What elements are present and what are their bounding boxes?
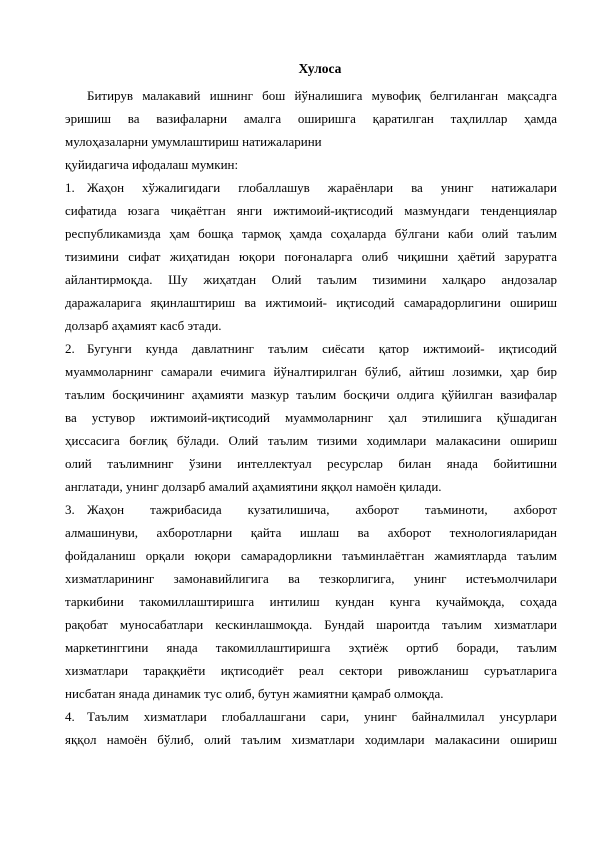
intro-paragraph <box>65 84 557 176</box>
conclusion-item <box>65 498 557 705</box>
line-text: сифатида юзага чиқаётган янги ижтимоий-иқтисодий мазмундаги тенденциялар <box>65 203 557 218</box>
line-text: рақобат муносабатлари кескинлашмоқда. Бундай шароитда таълим хизматлари <box>65 617 557 632</box>
line-text: тизимини сифат жиҳатидан юқори поғоналарга олиб чиқишни ҳаётий заруратга <box>65 249 557 264</box>
conclusion-item <box>65 337 557 498</box>
line-text: муаммоларнинг самарали ечимига йўналтирилган бўлиб, айтиш лозимки, ҳар бир <box>65 364 557 379</box>
intro-line: Битирув малакавий ишнинг бош йўналишига мувофиқ белгиланган мақсадга <box>87 88 557 103</box>
conclusion-line <box>65 475 557 498</box>
line-text: яққол намоён бўлиб, олий таълим хизматлари ходимлари малакасини ошириш <box>65 732 557 747</box>
item-number: 3. <box>65 502 75 517</box>
item-number: 4. <box>65 709 75 724</box>
conclusion-line <box>65 659 557 682</box>
line-text: айлантирмоқда. Шу жиҳатдан Олий таълим тизимини халқаро андозалар <box>65 272 557 287</box>
line-text: Бугунги кунда давлатнинг таълим сиёсати қатор ижтимоий- иқтисодий <box>87 341 557 356</box>
conclusion-line <box>65 498 557 521</box>
conclusion-item <box>65 705 557 751</box>
conclusion-line <box>65 245 557 268</box>
line-text: даражаларига яқинлаштириш ва ижтимоий- иқтисодий самарадорлигини ошириш <box>65 295 557 310</box>
conclusion-line <box>65 314 557 337</box>
conclusion-line <box>65 590 557 613</box>
conclusion-line <box>65 268 557 291</box>
line-text: ва устувор ижтимоий-иқтисодий муаммоларнинг ҳал этилишига қўшадиган <box>65 410 557 425</box>
item-number: 2. <box>65 341 75 356</box>
conclusion-line <box>65 521 557 544</box>
conclusion-line <box>65 383 557 406</box>
intro-line: эришиш ва вазифаларни амалга оширишга қаратилган таҳлиллар ҳамда <box>65 111 557 126</box>
conclusion-line <box>65 567 557 590</box>
line-text: нисбатан янада динамик тус олиб, бутун жамиятни қамраб олмоқда. <box>65 686 444 701</box>
conclusion-line <box>65 222 557 245</box>
intro-line: мулоҳазаларни умумлаштириш натижаларини <box>65 134 322 149</box>
page-title: Хулоса <box>298 61 342 76</box>
conclusion-line <box>65 613 557 636</box>
line-text: таълим босқичининг аҳамияти мазкур таълим босқичи олдига қўйилган вазифалар <box>65 387 557 402</box>
intro-line: қуйидагича ифодалаш мумкин: <box>65 157 239 172</box>
line-text: Таълим хизматлари глобаллашгани сари, унинг байналмилал унсурлари <box>87 709 557 724</box>
line-text: фойдаланиш орқали юқори самарадорликни таъминлаётган жамиятларда таълим <box>65 548 557 563</box>
line-text: алмашинуви, ахборотларни қайта ишлаш ва ахборот технологияларидан <box>65 525 557 540</box>
conclusion-line <box>65 682 557 705</box>
line-text: таркибини такомиллаштиришга интилиш кундан кунга кучаймоқда, соҳада <box>65 594 557 609</box>
conclusion-line <box>65 176 557 199</box>
conclusion-line <box>65 406 557 429</box>
line-text: англатади, унинг долзарб амалий аҳамиятини яққол намоён қилади. <box>65 479 442 494</box>
conclusion-line <box>65 337 557 360</box>
line-text: олий таълимнинг ўзини интеллектуал ресурслар билан янада бойитишни <box>65 456 557 471</box>
line-text: Жаҳон тажрибасида кузатилишича, ахборот таъминоти, ахборот <box>87 502 557 517</box>
conclusion-line <box>65 360 557 383</box>
conclusion-line <box>65 429 557 452</box>
item-number: 1. <box>65 180 75 195</box>
conclusion-line <box>65 728 557 751</box>
conclusion-line <box>65 636 557 659</box>
line-text: маркетинггини янада такомиллаштиришга эҳтиёж ортиб боради, таълим <box>65 640 557 655</box>
line-text: хизматлари тараққиёти иқтисодиёт реал сектори ривожланиш суръатларига <box>65 663 557 678</box>
line-text: ҳиссасига боғлиқ бўлади. Олий таълим тизими ходимлари малакасини ошириш <box>65 433 557 448</box>
line-text: хизматларининг замонавийлигига ва тезкорлигига, унинг истеъмолчилари <box>65 571 557 586</box>
conclusion-item <box>65 176 557 337</box>
conclusion-list <box>65 176 557 751</box>
conclusion-line <box>65 452 557 475</box>
line-text: республикамизда ҳам бошқа тармоқ ҳамда соҳаларда бўлгани каби олий таълим <box>65 226 557 241</box>
conclusion-line <box>65 291 557 314</box>
conclusion-line <box>65 705 557 728</box>
conclusion-line <box>65 544 557 567</box>
document-page <box>65 60 557 751</box>
line-text: Жаҳон хўжалигидаги глобаллашув жараёнлари ва унинг натижалари <box>87 180 557 195</box>
conclusion-line <box>65 199 557 222</box>
line-text: долзарб аҳамият касб этади. <box>65 318 222 333</box>
